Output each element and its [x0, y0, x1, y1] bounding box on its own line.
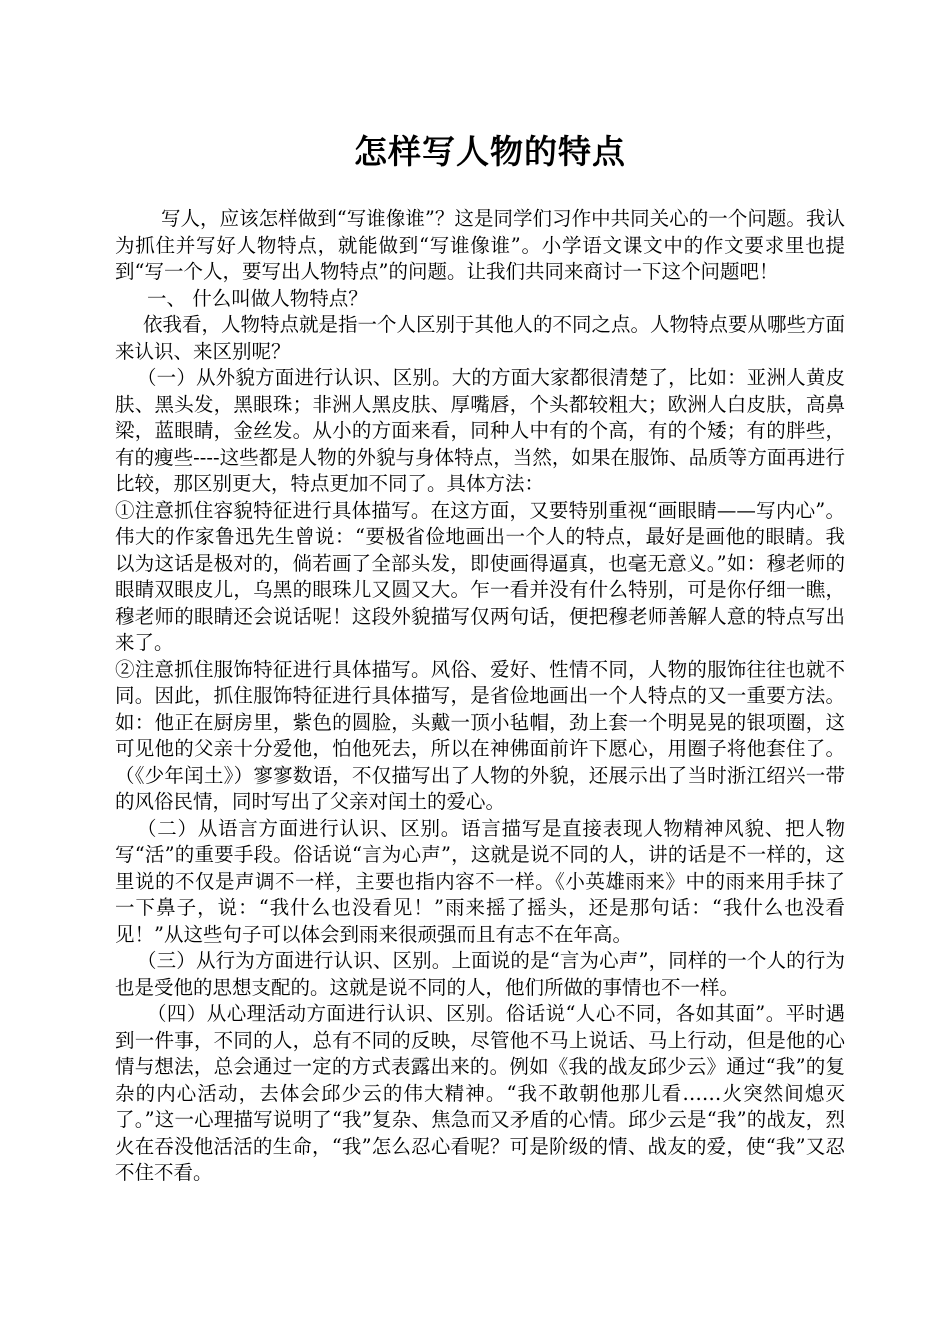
document-page	[115, 128, 845, 1187]
psychology-paragraph: （四）从心理活动方面进行认识、区别。俗话说“人心不同，各如其面”。平时遇到一件事，不同的人，总有不同的反映，尽管他不马上说话、马上行动，但是他的心情与想法，总会通过一定的方式表露出来的。例如《我的战友邱少云》通过“我”的复杂的内心活动，去体会邱少云的伟大精神。“我不敢朝他那儿看……火突然间熄灭了。”这一心理描写说明了“我”复杂、焦急而又矛盾的心情。邱少云是“我”的战友，烈火在吞没他活活的生命，“我”怎么忍心看呢？可是阶级的情、战友的爱，使“我”又忍不住不看。	[115, 1002, 845, 1184]
definition-paragraph: 依我看，人物特点就是指一个人区别于其他人的不同之点。人物特点要从哪些方面来认识、来区别呢？	[115, 313, 846, 363]
intro-paragraph: 写人，应该怎样做到“写谁像谁”？这是同学们习作中共同关心的一个问题。我认为抓住并写好人物特点，就能做到“写谁像谁”。小学语文课文中的作文要求里也提到“写一个人，要写出人物特点”的问题。让我们共同来商讨一下这个问题吧！	[115, 207, 845, 283]
appearance-paragraph: （一）从外貌方面进行认识、区别。大的方面大家都很清楚了，比如：亚洲人黄皮肤、黑头发，黑眼珠；非洲人黑皮肤、厚嘴唇，个头都较粗大；欧洲人白皮肤，高鼻梁，蓝眼睛，金丝发。从小的方面来看，同种人中有的个高，有的个矮；有的胖些，有的瘦些----这些都是人物的外貌与身体特点，当然，如果在服饰、品质等方面再进行比较，那区别更大，特点更加不同了。具体方法：	[115, 366, 845, 495]
behavior-paragraph: （三）从行为方面进行认识、区别。上面说的是“言为心声”，同样的一个人的行为也是受他的思想支配的。这就是说不同的人，他们所做的事情也不一样。	[115, 949, 845, 999]
face-features-paragraph: ①注意抓住容貌特征进行具体描写。在这方面，又要特别重视“画眼睛——写内心”。伟大的作家鲁迅先生曾说：“要极省俭地画出一个人的特点，最好是画他的眼睛。我以为这话是极对的，倘若画了全部头发，即使画得逼真，也毫无意义。”如：穆老师的眼睛双眼皮儿，乌黑的眼珠儿又圆又大。乍一看并没有什么特别，可是你仔细一瞧，穆老师的眼睛还会说话呢！这段外貌描写仅两句话，便把穆老师善解人意的特点写出来了。	[115, 498, 845, 654]
section-heading-one: 一、 什么叫做人物特点？	[147, 286, 368, 310]
clothing-features-paragraph: ②注意抓住服饰特征进行具体描写。风俗、爱好、性情不同，人物的服饰往往也就不同。因此，抓住服饰特征进行具体描写，是省俭地画出一个人特点的又一重要方法。如：他正在厨房里，紫色的圆脸，头戴一顶小毡帽，劲上套一个明晃晃的银项圈，这可见他的父亲十分爱他，怕他死去，所以在神佛面前许下愿心，用圈子将他套住了。（《少年闰土》）寥寥数语，不仅描写出了人物的外貌，还展示出了当时浙江绍兴一带的风俗民情，同时写出了父亲对闰土的爱心。	[115, 657, 845, 813]
language-paragraph: （二）从语言方面进行认识、区别。语言描写是直接表现人物精神风貌、把人物写“活”的重要手段。俗话说“言为心声”，这就是说不同的人，讲的话是不一样的，这里说的不仅是声调不一样，主要也指内容不一样。《小英雄雨来》中的雨来用手抹了一下鼻子，说：“我什么也没看见！”雨来摇了摇头，还是那句话：“我什么也没看见！”从这些句子可以体会到雨来很顽强而且有志不在年高。	[115, 816, 845, 946]
document-title: 怎样写人物的特点	[354, 132, 626, 171]
